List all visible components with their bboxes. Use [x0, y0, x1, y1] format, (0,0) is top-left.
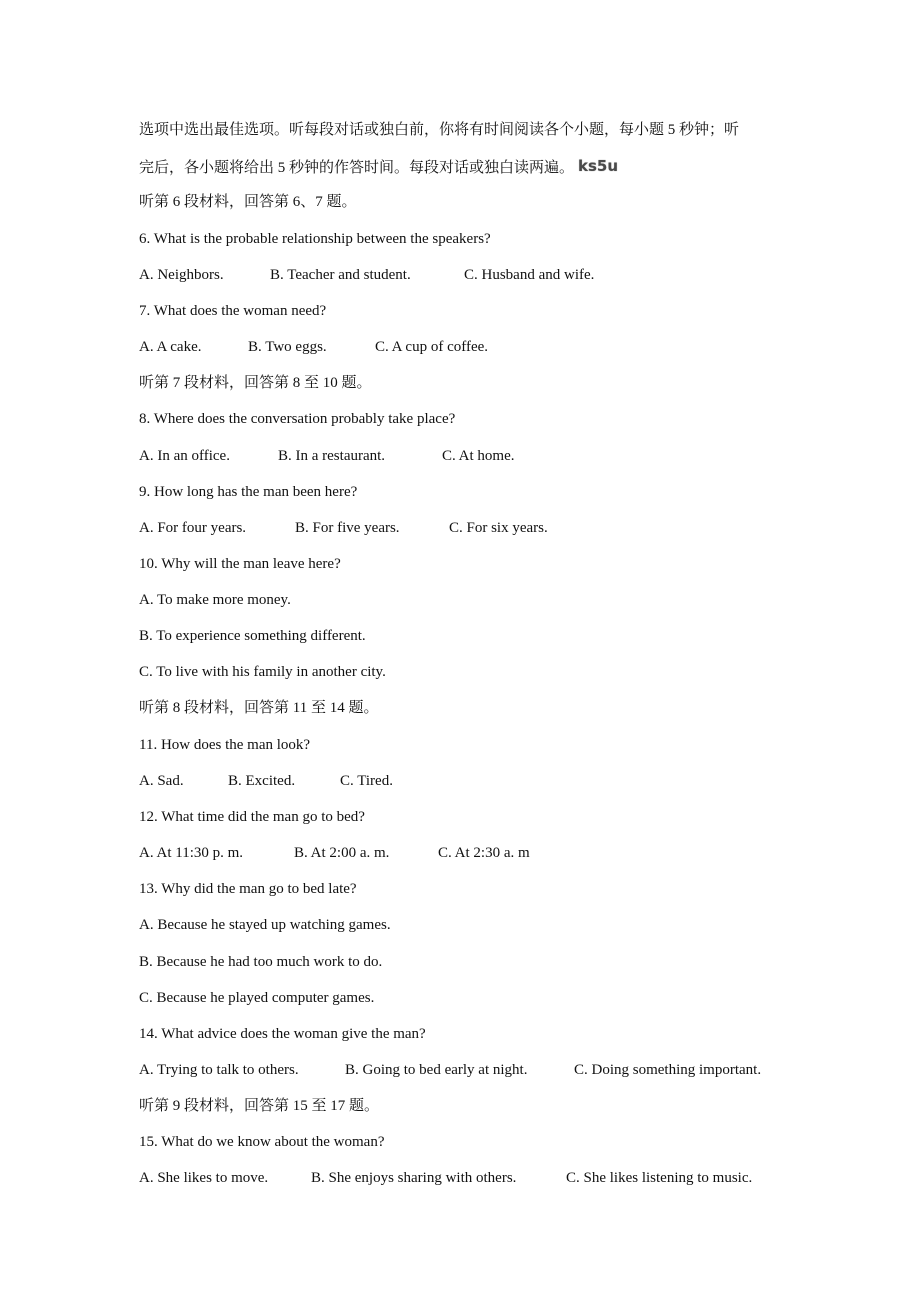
option-b: B. For five years.	[295, 520, 400, 536]
section-8-heading: 听第 8 段材料，回答第 11 至 14 题。	[139, 700, 379, 716]
option-b: B. Teacher and student.	[270, 267, 411, 283]
section-9-heading: 听第 9 段材料，回答第 15 至 17 题。	[139, 1098, 380, 1114]
question-13-option-a: A. Because he stayed up watching games.	[139, 917, 391, 933]
question-10-option-c: C. To live with his family in another city.	[139, 664, 386, 680]
option-c: C. At home.	[442, 448, 515, 464]
option-a: A. Sad.	[139, 773, 184, 789]
option-c: C. Tired.	[340, 773, 393, 789]
option-b: B. In a restaurant.	[278, 448, 386, 464]
option-b: B. Two eggs.	[248, 339, 327, 355]
question-7-stem: 7. What does the woman need?	[139, 303, 327, 319]
option-a: A. For four years.	[139, 520, 247, 536]
question-13-option-c: C. Because he played computer games.	[139, 990, 375, 1006]
question-13-stem: 13. Why did the man go to bed late?	[139, 881, 357, 897]
section-6-heading: 听第 6 段材料，回答第 6、7 题。	[139, 194, 357, 210]
option-c: C. Husband and wife.	[464, 267, 595, 283]
option-c: C. Doing something important.	[574, 1062, 762, 1078]
option-c: C. She likes listening to music.	[566, 1170, 753, 1186]
intro-line-1: 选项中选出最佳选项。听每段对话或独白前，你将有时间阅读各个小题，每小题 5 秒钟；听	[139, 122, 740, 138]
option-b: B. Going to bed early at night.	[345, 1062, 528, 1078]
option-a: A. A cake.	[139, 339, 202, 355]
option-a: A. At 11:30 p. m.	[139, 845, 244, 861]
question-6-stem: 6. What is the probable relationship between the speakers?	[139, 231, 491, 247]
option-a: A. Trying to talk to others.	[139, 1062, 299, 1078]
question-10-option-a: A. To make more money.	[139, 592, 291, 608]
question-9-stem: 9. How long has the man been here?	[139, 484, 358, 500]
question-10-option-b: B. To experience something different.	[139, 628, 366, 644]
option-b: B. At 2:00 a. m.	[294, 845, 390, 861]
option-b: B. She enjoys sharing with others.	[311, 1170, 517, 1186]
option-b: B. Excited.	[228, 773, 296, 789]
question-10-stem: 10. Why will the man leave here?	[139, 556, 341, 572]
intro-line-2	[139, 156, 618, 178]
ks5u-logo: ks5u	[578, 157, 619, 175]
intro-line-2-text: 完后，各小题将给出 5 秒钟的作答时间。每段对话或独白读两遍。	[139, 160, 575, 176]
option-a: A. She likes to move.	[139, 1170, 269, 1186]
option-a: A. Neighbors.	[139, 267, 224, 283]
question-12-stem: 12. What time did the man go to bed?	[139, 809, 365, 825]
option-c: C. For six years.	[449, 520, 548, 536]
question-14-stem: 14. What advice does the woman give the man?	[139, 1026, 426, 1042]
question-15-stem: 15. What do we know about the woman?	[139, 1134, 385, 1150]
section-7-heading: 听第 7 段材料，回答第 8 至 10 题。	[139, 375, 372, 391]
option-c: C. At 2:30 a. m	[438, 845, 530, 861]
option-a: A. In an office.	[139, 448, 230, 464]
question-8-stem: 8. Where does the conversation probably take place?	[139, 411, 456, 427]
question-13-option-b: B. Because he had too much work to do.	[139, 954, 383, 970]
option-c: C. A cup of coffee.	[375, 339, 489, 355]
question-11-stem: 11. How does the man look?	[139, 737, 311, 753]
